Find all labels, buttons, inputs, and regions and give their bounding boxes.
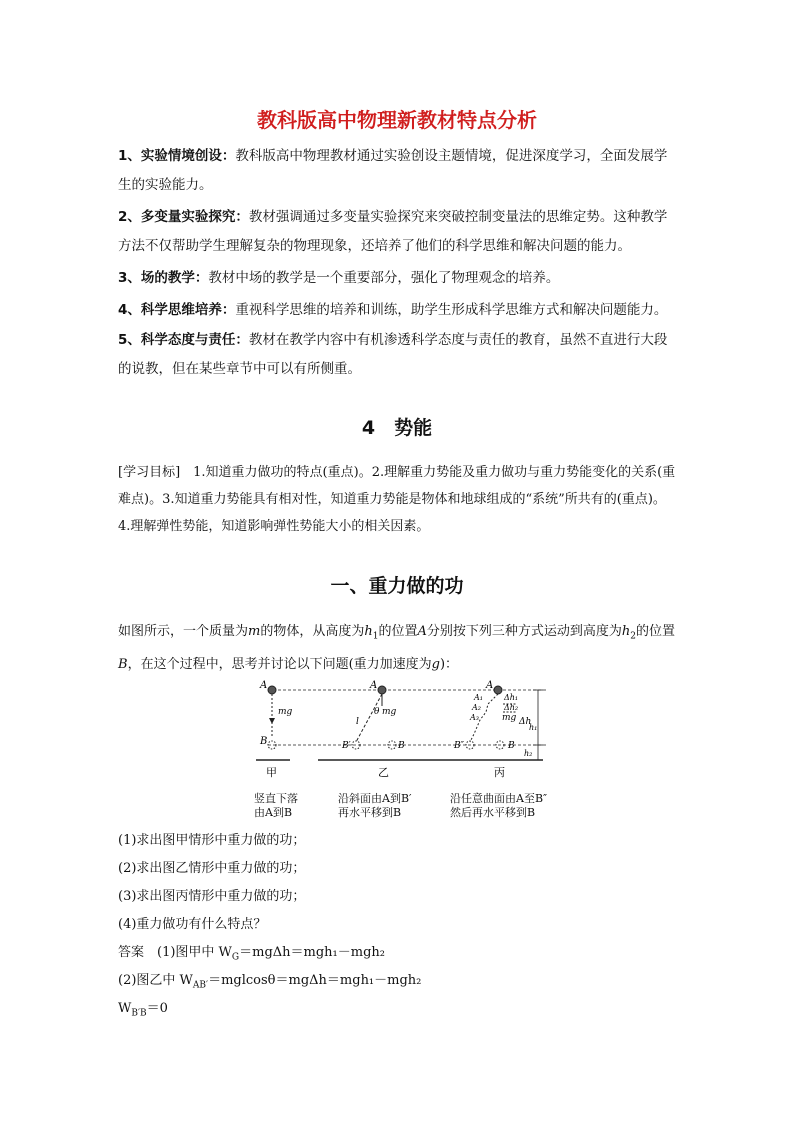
svg-text:A₃: A₃ <box>470 713 479 722</box>
answer-2: (2)图乙中 $W_{AB'}=mglcos\theta=mg\Delta h=mgh_1-mgh_2$ <box>118 973 422 991</box>
ball-a-jia <box>268 686 276 694</box>
section-title: 一、重力做的功 <box>330 575 464 597</box>
answer-1: 答案 (1)图甲中 $W_G=mg\Delta h=mgh_1-mgh_2$ <box>118 945 386 963</box>
feature-4 <box>118 296 678 325</box>
svg-text:B: B <box>508 741 515 751</box>
svg-text:Δh₂: Δh₂ <box>504 703 519 712</box>
feature-1 <box>118 142 678 200</box>
svg-text:h₁: h₁ <box>529 723 538 732</box>
feature-text: 教科版高中物理教材通过实验创设主题情境，促进深度学习，全面发展学生的实验能力。 <box>118 148 668 193</box>
svg-text:h₂: h₂ <box>524 749 533 758</box>
svg-text:B: B <box>398 741 405 751</box>
question-4: (4)重力做功有什么特点？ <box>118 917 267 932</box>
svg-text:A: A <box>260 680 268 691</box>
svg-text:Δh: Δh <box>519 717 532 727</box>
svg-text:A₂: A₂ <box>472 703 481 712</box>
chapter-title: 4 势能 <box>361 417 433 439</box>
learning-objectives: [学习目标] 1.知道重力做功的特点(重点)。2.理解重力势能及重力做功与重力势能变化的关系(重难点)。3.知道重力势能具有相对性，知道重力势能是物体和地球组成的“系统”所共有的(重点)。4.理解弹性势能，知道影响弹性势能大小的相关因素。 <box>118 465 676 534</box>
feature-5 <box>118 326 678 384</box>
svg-text:A: A <box>370 680 378 691</box>
svg-text:A: A <box>486 680 494 691</box>
svg-text:θ: θ <box>374 707 380 717</box>
feature-text: 重视科学思维的培养和训练，助学生形成科学思维方式和解决问题能力。 <box>235 302 668 318</box>
feature-label: 5、科学态度与责任： <box>118 332 249 348</box>
label-yi: 乙 <box>378 766 389 779</box>
feature-label: 2、多变量实验探究： <box>118 209 249 225</box>
feature-text: 教材在教学内容中有机渗透科学态度与责任的教育，虽然不直进行大段的说教，但在某些章节中可以有所侧重。 <box>118 332 668 377</box>
feature-text: 教材中场的教学是一个重要部分，强化了物理观念的培养。 <box>208 270 560 286</box>
svg-text:B′: B′ <box>342 741 351 751</box>
svg-text:B″: B″ <box>454 741 464 751</box>
feature-label: 3、场的教学： <box>118 270 209 286</box>
question-1: (1)求出图甲情形中重力做的功； <box>118 833 306 848</box>
label-jia: 甲 <box>266 766 277 779</box>
answer-3: $W_{B'B}=0$ <box>118 1001 168 1019</box>
label-bing: 丙 <box>494 766 505 779</box>
intro-paragraph: 如图所示，一个质量为m的物体，从高度为$h_1$的位置A分别按下列三种方式运动到高度为$h_2$的位置B，在这个过程中，思考并讨论以下问题(重力加速度为g)： <box>118 624 676 672</box>
ball-a-bing <box>494 686 502 694</box>
feature-text: 教材强调通过多变量实验探究来突破控制变量法的思维定势。这种教学方法不仅帮助学生理解复杂的物理现象，还培养了他们的科学思维和解决问题的能力。 <box>118 209 668 254</box>
ball-a-yi <box>378 686 386 694</box>
feature-3 <box>118 264 678 293</box>
caption-bing: 沿任意曲面由A至B″ 然后再水平移到B <box>450 792 548 819</box>
svg-text:mg: mg <box>502 713 517 723</box>
feature-label: 1、实验情境创设： <box>118 148 236 164</box>
caption-yi: 沿斜面由A到B′ 再水平移到B <box>338 792 412 819</box>
question-3: (3)求出图丙情形中重力做的功； <box>118 889 306 904</box>
svg-text:B: B <box>260 736 268 747</box>
caption-jia: 竖直下落 由A到B <box>254 792 298 819</box>
feature-label: 4、科学思维培养： <box>118 302 236 318</box>
feature-2 <box>118 203 678 261</box>
svg-text:mg: mg <box>382 707 397 717</box>
svg-text:Δh₁: Δh₁ <box>504 693 519 702</box>
svg-text:l: l <box>356 717 359 727</box>
svg-text:A₁: A₁ <box>474 693 483 702</box>
svg-text:mg: mg <box>278 707 293 717</box>
question-2: (2)求出图乙情形中重力做的功； <box>118 861 306 876</box>
page-title: 教科版高中物理新教材特点分析 <box>257 108 537 132</box>
